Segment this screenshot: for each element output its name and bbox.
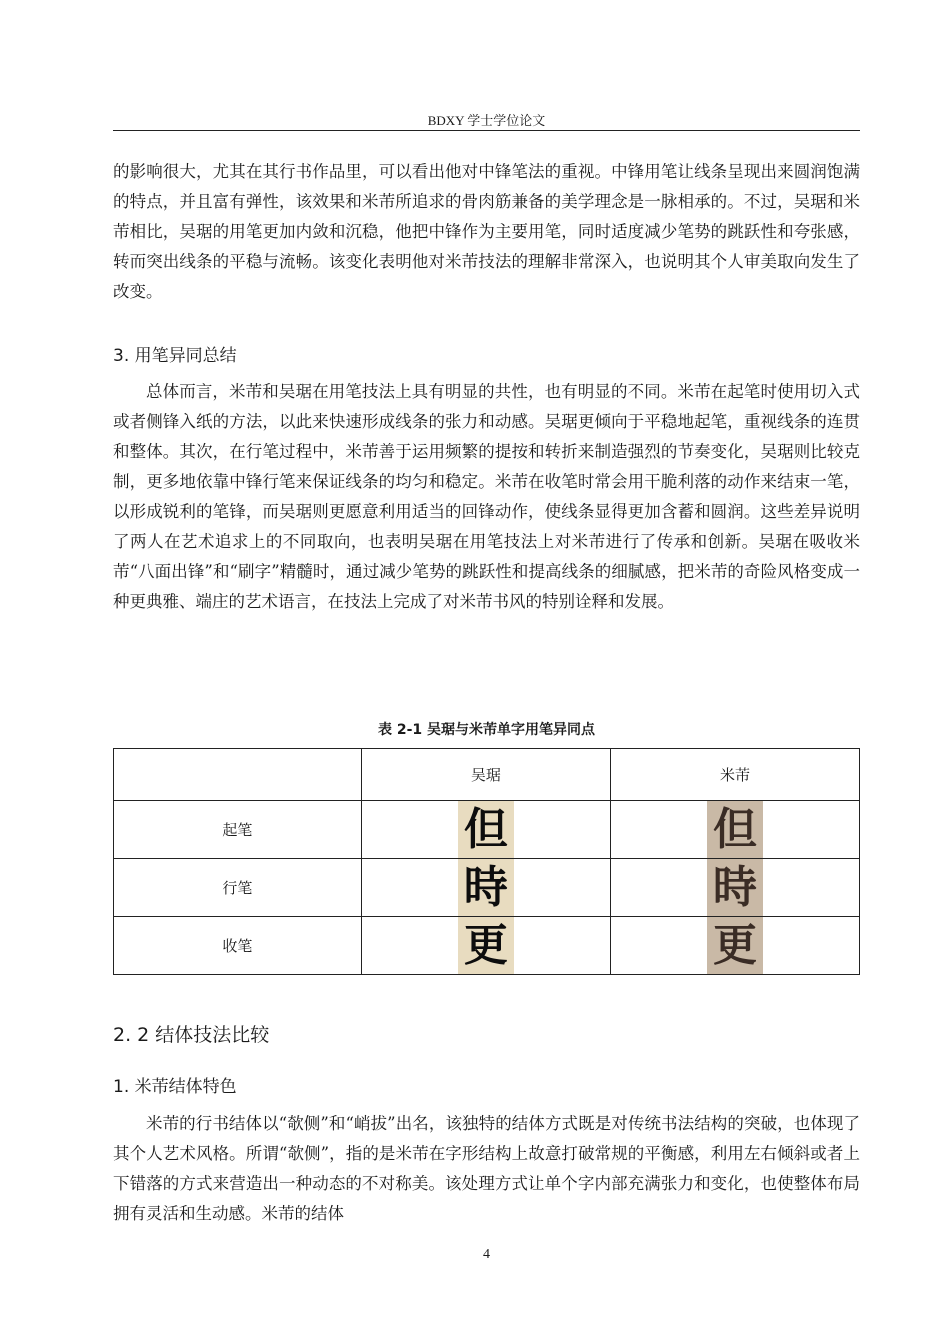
mi-fu-calligraphy-image: 時 bbox=[707, 859, 763, 916]
table-row bbox=[114, 917, 860, 975]
heading-structure-comparison: 2. 2 结体技法比较 bbox=[113, 1024, 270, 1046]
page-number: 4 bbox=[483, 1247, 490, 1262]
paragraph-zhongfeng: 的影响很大，尤其在其行书作品里，可以看出他对中锋笔法的重视。中锋用笔让线条呈现出来圆润饱满的特点，并且富有弹性，该效果和米芾所追求的骨肉筋兼备的美学理念是一脉相承的。不过，吴琚和米芾相比，吴琚的用笔更加内敛和沉稳，他把中锋作为主要用笔，同时适度减少笔势的跳跃性和夸张感，转而突出线条的平稳与流畅。该变化表明他对米芾技法的理解非常深入，也说明其个人审美取向发生了改变。 bbox=[113, 162, 860, 301]
table-row bbox=[114, 859, 860, 917]
table-corner-cell bbox=[114, 749, 362, 801]
mi-fu-sample-cell bbox=[610, 801, 859, 859]
heading-mifu-structure: 1. 米芾结体特色 bbox=[113, 1077, 237, 1097]
mi-fu-sample-cell bbox=[610, 917, 859, 975]
mi-fu-sample-cell bbox=[610, 859, 859, 917]
paragraph-mifu-structure: 米芾的行书结体以“欹侧”和“峭拔”出名，该独特的结体方式既是对传统书法结构的突破，也体现了其个人艺术风格。所谓“欹侧”，指的是米芾在字形结构上故意打破常规的平衡感，利用左右倾斜或者上下错落的方式来营造出一种动态的不对称美。该处理方式让单个字内部充满张力和变化，也使整体布局拥有灵活和生动感。米芾的结体 bbox=[113, 1114, 860, 1223]
wu-ju-calligraphy-image: 更 bbox=[458, 917, 514, 974]
paragraph-summary: 总体而言，米芾和吴琚在用笔技法上具有明显的共性，也有明显的不同。米芾在起笔时使用切入式或者侧锋入纸的方法，以此来快速形成线条的张力和动感。吴琚更倾向于平稳地起笔，重视线条的连贯和整体。其次，在行笔过程中，米芾善于运用频繁的提按和转折来制造强烈的节奏变化，吴琚则比较克制，更多地依靠中锋行笔来保证线条的均匀和稳定。米芾在收笔时常会用干脆利落的动作来结束一笔，以形成锐利的笔锋，而吴琚则更愿意利用适当的回锋动作，使线条显得更加含蓄和圆润。这些差异说明了两人在艺术追求上的不同取向，也表明吴琚在用笔技法上对米芾进行了传承和创新。吴琚在吸收米芾“八面出锋”和“刷字”精髓时，通过减少笔势的跳跃性和提高线条的细腻感，把米芾的奇险风格变成一种更典雅、端庄的艺术语言，在技法上完成了对米芾书风的特别诠释和发展。 bbox=[113, 382, 860, 611]
wu-ju-sample-cell bbox=[361, 859, 610, 917]
wu-ju-calligraphy-image: 但 bbox=[458, 801, 514, 858]
wu-ju-sample-cell bbox=[361, 917, 610, 975]
table-header-row bbox=[114, 749, 860, 801]
comparison-table bbox=[113, 748, 860, 975]
wu-ju-calligraphy-image: 時 bbox=[458, 859, 514, 916]
column-header-mi-fu: 米芾 bbox=[610, 749, 859, 801]
row-label-shoubi: 收笔 bbox=[114, 917, 362, 975]
wu-ju-sample-cell bbox=[361, 801, 610, 859]
table-caption: 表 2-1 吴琚与米芾单字用笔异同点 bbox=[377, 722, 596, 738]
table-row bbox=[114, 801, 860, 859]
heading-brush-summary: 3. 用笔异同总结 bbox=[113, 346, 237, 366]
row-label-xingbi: 行笔 bbox=[114, 859, 362, 917]
mi-fu-calligraphy-image: 但 bbox=[707, 801, 763, 858]
running-header: BDXY 学士学位论文 bbox=[427, 113, 546, 128]
header-rule bbox=[113, 130, 860, 131]
mi-fu-calligraphy-image: 更 bbox=[707, 917, 763, 974]
row-label-qibi: 起笔 bbox=[114, 801, 362, 859]
column-header-wu-ju: 吴琚 bbox=[361, 749, 610, 801]
